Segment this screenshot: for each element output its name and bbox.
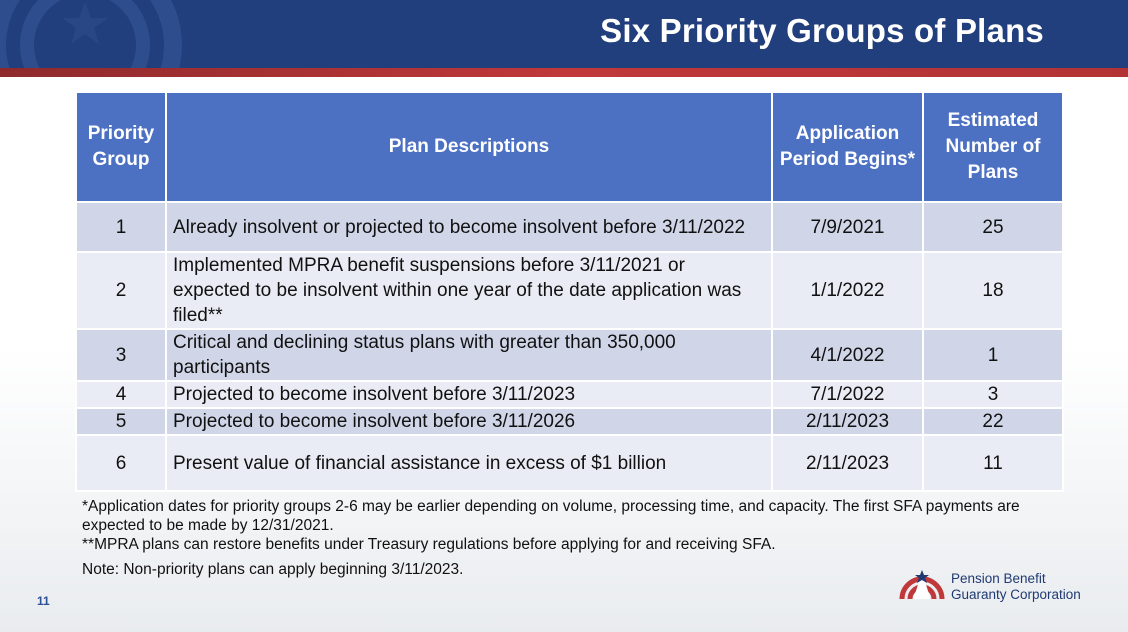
cell-description: Present value of financial assistance in excess of $1 billion (166, 435, 772, 491)
brand-name (951, 571, 1111, 603)
cell-description: Already insolvent or projected to become insolvent before 3/11/2022 (166, 202, 772, 252)
cell-group: 3 (76, 329, 166, 381)
cell-plans: 1 (923, 329, 1063, 381)
cell-description: Implemented MPRA benefit suspensions before 3/11/2021 or expected to be insolvent within one year of the date application was filed** (166, 252, 772, 329)
header-plan-descriptions: Plan Descriptions (166, 92, 772, 202)
cell-group: 2 (76, 252, 166, 329)
footnote-double-asterisk: **MPRA plans can restore benefits under Treasury regulations before applying for and receiving SFA. (82, 536, 776, 553)
header-estimated-plans: Estimated Number of Plans (923, 92, 1063, 202)
cell-begins: 7/1/2022 (772, 381, 923, 408)
pbgc-brand (899, 569, 1081, 606)
cell-plans: 22 (923, 408, 1063, 435)
cell-begins: 4/1/2022 (772, 329, 923, 381)
pbgc-logo-icon (899, 569, 945, 601)
header-application-period: Application Period Begins* (772, 92, 923, 202)
header-priority-group: Priority Group (76, 92, 166, 202)
table-row (76, 202, 1063, 252)
cell-group: 1 (76, 202, 166, 252)
pbgc-watermark-icon (0, 0, 200, 68)
table-row (76, 381, 1063, 408)
cell-plans: 18 (923, 252, 1063, 329)
cell-description: Projected to become insolvent before 3/11/2026 (166, 408, 772, 435)
slide-title: Six Priority Groups of Plans (600, 12, 1044, 49)
accent-stripe (0, 68, 1128, 77)
cell-group: 6 (76, 435, 166, 491)
cell-plans: 3 (923, 381, 1063, 408)
table-row (76, 252, 1063, 329)
cell-begins: 2/11/2023 (772, 435, 923, 491)
cell-plans: 11 (923, 435, 1063, 491)
cell-begins: 7/9/2021 (772, 202, 923, 252)
priority-groups-table-container (75, 91, 1062, 492)
brand-line-1: Pension Benefit (951, 571, 1046, 586)
table-row (76, 408, 1063, 435)
cell-begins: 1/1/2022 (772, 252, 923, 329)
footnote-note: Note: Non-priority plans can apply beginning 3/11/2023. (82, 561, 464, 578)
cell-plans: 25 (923, 202, 1063, 252)
cell-description: Critical and declining status plans with greater than 350,000 participants (166, 329, 772, 381)
table-row (76, 435, 1063, 491)
table-header-row (76, 92, 1063, 202)
footnote-asterisk: *Application dates for priority groups 2-6 may be earlier depending on volume, processing time, and capacity. The first SFA payments are expected to be made by 12/31/2021. (82, 498, 1020, 534)
footnotes (82, 497, 1072, 579)
page-number: 11 (37, 594, 50, 608)
table-row (76, 329, 1063, 381)
priority-groups-table (75, 91, 1064, 492)
cell-group: 5 (76, 408, 166, 435)
brand-line-2: Guaranty Corporation (951, 587, 1081, 602)
cell-group: 4 (76, 381, 166, 408)
header-banner (0, 0, 1128, 68)
cell-description: Projected to become insolvent before 3/11/2023 (166, 381, 772, 408)
cell-begins: 2/11/2023 (772, 408, 923, 435)
